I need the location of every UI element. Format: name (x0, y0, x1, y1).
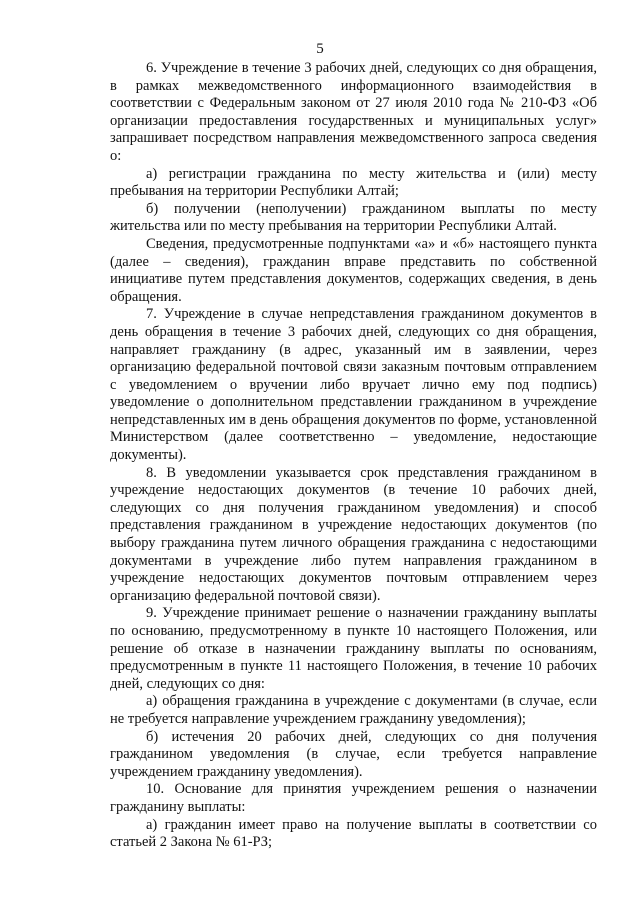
paragraph-6-item-a: а) регистрации гражданина по месту жительства и (или) месту пребывания на территории Республики Алтай; (110, 165, 597, 200)
paragraph-7: 7. Учреждение в случае непредставления гражданином документов в день обращения в течение 3 рабочих дней, следующих со дня обращения, направляет гражданину (в адрес, указанный им в заявлении, через организацию федеральной почтовой связи заказным почтовым отправлением с уведомлением о вручении либо вручает лично ему под подпись) уведомление о дополнительном представлении гражданином в учреждение непредставленных им в день обращения документов по форме, установленной Министерством (далее соответственно – уведомление, недостающие документы). (110, 306, 597, 464)
page-number: 5 (316, 41, 324, 57)
paragraph-10-item-a: а) гражданин имеет право на получение выплаты в соответствии со статьей 2 Закона № 61-РЗ; (110, 816, 597, 851)
document-body (110, 60, 597, 852)
paragraph-9-item-a: а) обращения гражданина в учреждение с документами (в случае, если не требуется направление учреждением гражданину уведомления); (110, 693, 597, 727)
paragraph-6-item-b: б) получении (неполучении) гражданином выплаты по месту жительства или по месту пребывания на территории Республики Алтай. (110, 200, 597, 235)
paragraph-8: 8. В уведомлении указывается срок представления гражданином в учреждение недостающих документов (в течение 10 рабочих дней, следующих со дня получения гражданином уведомления) и способ представления гражданином в учреждение недостающих документов (по выбору гражданина путем личного обращения гражданина с недостающими документами в учреждение либо путем направления гражданином в учреждение недостающих документов почтовым отправлением через организацию федеральной почтовой связи). (110, 464, 597, 604)
paragraph-6-note: Сведения, предусмотренные подпунктами «а» и «б» настоящего пункта (далее – сведения), гражданин вправе представить по собственной инициативе путем представления документов, содержащих сведения, в день обращения. (110, 235, 597, 305)
paragraph-10: 10. Основание для принятия учреждением решения о назначении гражданину выплаты: (110, 781, 597, 815)
paragraph-9-item-b: б) истечения 20 рабочих дней, следующих со дня получения гражданином уведомления (в случае, если требуется направление учреждением гражданину уведомления). (110, 728, 597, 780)
paragraph-9: 9. Учреждение принимает решение о назначении гражданину выплаты по основанию, предусмотренному в пункте 10 настоящего Положения, или решение об отказе в назначении гражданину выплаты по основаниям, предусмотренным в пункте 11 настоящего Положения, в течение 10 рабочих дней, следующих со дня: (110, 605, 597, 692)
paragraph-6: 6. Учреждение в течение 3 рабочих дней, следующих со дня обращения, в рамках межведомственного информационного взаимодействия в соответствии с Федеральным законом от 27 июля 2010 года № 210-ФЗ «Об организации предоставления государственных и муниципальных услуг» запрашивает посредством направления межведомственного запроса сведения о: (110, 60, 597, 164)
